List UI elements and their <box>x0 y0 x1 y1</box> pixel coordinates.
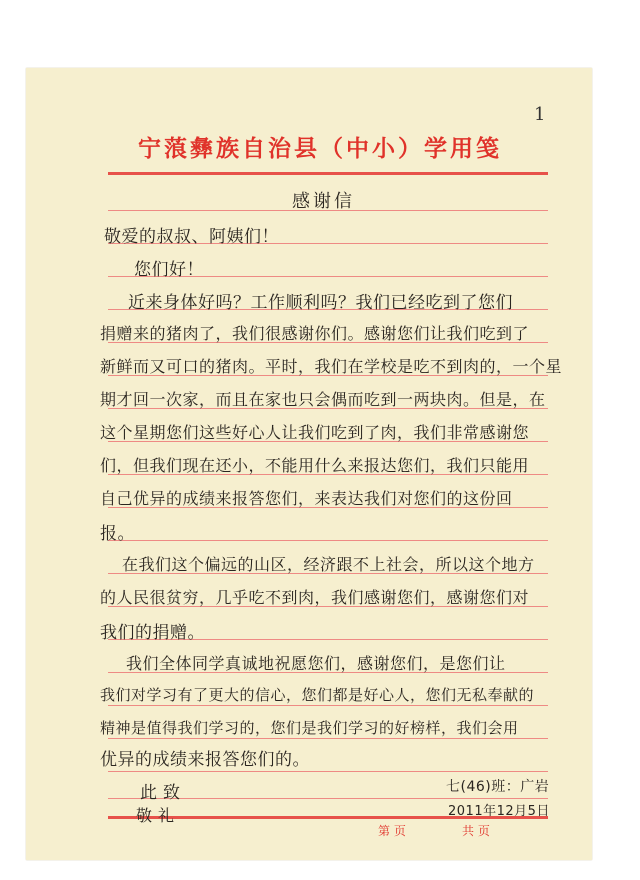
letter-line: 精神是值得我们学习的，您们是我们学习的好榜样，我们会用 <box>100 719 519 737</box>
letter-line: 这个星期您们这些好心人让我们吃到了肉，我们非常感谢您 <box>100 423 530 442</box>
letter-line: 自己优异的成绩来报答您们，来表达我们对您们的这份回 <box>100 489 513 508</box>
ruled-line <box>108 705 548 706</box>
ruled-line <box>108 540 548 541</box>
closing-ci-zhi: 此致 <box>140 783 186 803</box>
letter-line: 捐赠来的猪肉了，我们很感谢你们。感谢您们让我们吃到了 <box>100 324 530 343</box>
letter-line: 我们对学习有了更大的信心，您们都是好心人，您们无私奉献的 <box>100 686 535 704</box>
letter-line: 近来身体好吗？工作顺利吗？我们已经吃到了您们 <box>128 293 513 313</box>
ruled-line <box>108 771 548 772</box>
sender-signature: 七(46)班：广岩 <box>446 779 550 795</box>
handwritten-page-number: 1 <box>534 104 546 125</box>
letter-line: 的人民很贫穷，几乎吃不到肉，我们感谢您们，感谢您们对 <box>100 588 530 607</box>
greeting: 您们好！ <box>134 260 204 280</box>
letterhead-title: 宁蒗彝族自治县（中小）学用笺 <box>138 135 502 162</box>
footer-page-label: 第 页 <box>378 824 406 838</box>
letter-date: 2011年12月5日 <box>448 804 550 819</box>
letter-line: 我们全体同学真诚地祝愿您们，感谢您们，是您们让 <box>126 654 506 673</box>
letter-line: 我们的捐赠。 <box>100 623 205 643</box>
letter-line: 新鲜而又可口的猪肉。平时，我们在学校是吃不到肉的，一个星 <box>100 357 563 376</box>
letterhead-rule <box>108 172 548 175</box>
salutation: 敬爱的叔叔、阿姨们！ <box>104 227 279 247</box>
footer-total-label: 共 页 <box>462 824 490 838</box>
closing-jing-li: 敬礼 <box>136 806 181 825</box>
ruled-line <box>108 738 548 739</box>
letter-line: 在我们这个偏远的山区，经济跟不上社会，所以这个地方 <box>122 555 535 574</box>
letter-line: 们，但我们现在还小，不能用什么来报达您们，我们只能用 <box>100 456 530 475</box>
letter-line: 报。 <box>100 524 135 544</box>
letter-title: 感谢信 <box>292 191 355 212</box>
letter-line: 优异的成绩来报答您们的。 <box>100 750 310 770</box>
letter-line: 期才回一次家，而且在家也只会偶而吃到一两块肉。但是，在 <box>100 390 546 409</box>
